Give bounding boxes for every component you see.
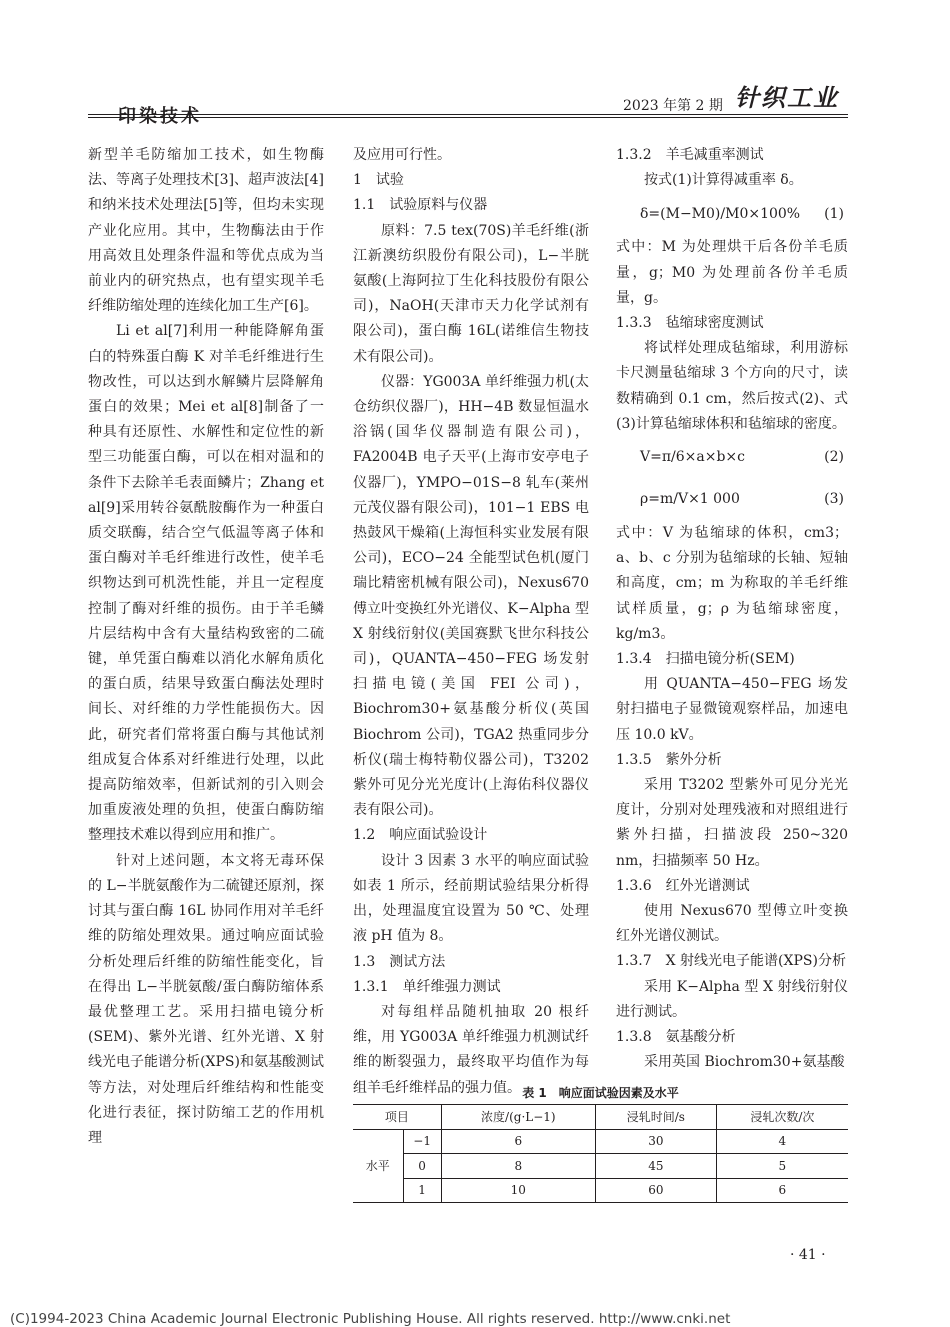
section-heading: 1.3.1 单纤维强力测试 bbox=[353, 978, 501, 995]
equation-number: (3) bbox=[824, 491, 844, 508]
table-cell: 8 bbox=[441, 1154, 595, 1179]
section-heading: 1.2 响应面试验设计 bbox=[353, 827, 488, 844]
table-cell: 30 bbox=[595, 1129, 716, 1154]
column-left bbox=[88, 143, 324, 1151]
header-rule bbox=[88, 114, 848, 115]
paragraph: 新型羊毛防缩加工技术，如生物酶法、等离子处理技术[3]、超声波法[4]和纳米技术处理法[5]等，但均未实现产业化应用。其中，生物酶法由于作用高效且处理条件温和等优点成为当前业内的研究热点，也有望实现羊毛纤维防缩处理的连续化加工生产[6]。 bbox=[88, 147, 324, 315]
equation-2 bbox=[616, 437, 848, 479]
table-cell: 5 bbox=[716, 1154, 848, 1179]
section-heading: 1 试验 bbox=[353, 172, 404, 189]
table-cell: 4 bbox=[716, 1129, 848, 1154]
equation-1 bbox=[616, 193, 848, 235]
page-number: · 41 · bbox=[790, 1247, 826, 1263]
table-header-cell: 项目 bbox=[353, 1105, 441, 1130]
paragraph: 针对上述问题，本文将无毒环保的 L−半胱氨酸作为二硫键还原剂，探讨其与蛋白酶 16L 协同作用对羊毛纤维的防缩处理效果。通过响应面试验分析处理后纤维的防缩性能变化，旨在得出 L−半胱氨酸/蛋白酶防缩体系最优整理工艺。采用扫描电镜分析(SEM)、紫外光谱、红外光谱、X 射线光电子能谱分析(XPS)和氨基酸测试等方法，对处理后纤维结构和性能变化进行表征，探讨防缩工艺的作用机理 bbox=[88, 852, 324, 1146]
table-header-row bbox=[353, 1105, 848, 1130]
section-heading: 1.1 试验原料与仪器 bbox=[353, 197, 488, 214]
header-rule-secondary bbox=[88, 117, 848, 118]
row-label: 水平 bbox=[353, 1129, 403, 1203]
section-heading: 1.3.7 X 射线光电子能谱(XPS)分析 bbox=[616, 953, 846, 970]
table-cell: −1 bbox=[403, 1129, 441, 1154]
paragraph: 采用英国 Biochrom30+氨基酸 bbox=[644, 1054, 845, 1071]
paragraph: 仪器：YG003A 单纤维强力机(太仓纺织仪器厂)，HH−4B 数显恒温水浴锅(国华仪器制造有限公司)，FA2004B 电子天平(上海市安亭电子仪器厂)，YMPO−01S−8 轧车(莱州元茂仪器有限公司)，101−1 EBS 电热鼓风干燥箱(上海恒科实业发展有限公司)，ECO−24 全能型试色机(厦门瑞比精密机械有限公司)，Nexus670 傅立叶变换红外光谱仪、K−Alpha 型 X 射线衍射仪(美国赛默飞世尔科技公司)，QUANTA−450−FEG 场发射扫描电镜(美国 FEI 公司)，Biochrom30+氨基酸分析仪(英国 Biochrom 公司)，TGA2 热重同步分析仪(瑞士梅特勒仪器公司)，T3202 紫外可见分光光度计(上海佑科仪器仪表有限公司)。 bbox=[353, 373, 589, 819]
issue-label: 2023 年第 2 期 bbox=[623, 98, 723, 114]
table-cell: 1 bbox=[403, 1178, 441, 1203]
copyright-footer: (C)1994-2023 China Academic Journal Electronic Publishing House. All rights reserved. http://www.cnki.net bbox=[10, 1311, 731, 1327]
paragraph: 原料：7.5 tex(70S)羊毛纤维(浙江新澳纺织股份有限公司)，L−半胱氨酸(上海阿拉丁生化科技股份有限公司)，NaOH(天津市天力化学试剂有限公司)，蛋白酶 16L(诺维信生物技术有限公司)。 bbox=[353, 222, 589, 365]
table-row bbox=[353, 1129, 848, 1154]
table-header-cell: 浓度/(g·L−1) bbox=[441, 1105, 595, 1130]
table-cell: 60 bbox=[595, 1178, 716, 1203]
table-header-cell: 浸轧次数/次 bbox=[716, 1105, 848, 1130]
equation-formula: ρ=m/V×1 000 bbox=[640, 491, 740, 508]
table-cell: 10 bbox=[441, 1178, 595, 1203]
paragraph: Li et al[7]利用一种能降解角蛋白的特殊蛋白酶 K 对羊毛纤维进行生物改性，可以达到水解鳞片层降解角蛋白的效果；Mei et al[8]制备了一种具有还原性、水解性和定位性的新型三功能蛋白酶，可以在相对温和的条件下去除羊毛表面鳞片；Zhang et al[9]采用转谷氨酰胺酶作为一种蛋白质交联酶，结合空气低温等离子体和蛋白酶对羊毛纤维进行改性，使羊毛织物达到可机洗性能，并且一定程度控制了酶对纤维的损伤。由于羊毛鳞片层结构中含有大量结构致密的二硫键，单凭蛋白酶难以消化水解角质化的蛋白质，结果导致蛋白酶法处理时间长、对纤维的力学性能损伤大。因此，研究者们常将蛋白酶与其他试剂组成复合体系对纤维进行处理，以此提高防缩效率，但新试剂的引入则会加重废液处理的负担，使蛋白酶防缩整理技术难以得到应用和推广。 bbox=[88, 323, 324, 844]
section-title: 印染技术 bbox=[118, 106, 202, 127]
table-header-cell: 浸轧时间/s bbox=[595, 1105, 716, 1130]
paragraph: 采用 K−Alpha 型 X 射线衍射仪进行测试。 bbox=[616, 978, 848, 1020]
paragraph: 按式(1)计算得减重率 δ。 bbox=[644, 172, 803, 189]
paragraph: 式中：M 为处理烘干后各份羊毛质量，g；M0 为处理前各份羊毛质量，g。 bbox=[616, 239, 848, 306]
table-cell: 0 bbox=[403, 1154, 441, 1179]
table-row bbox=[353, 1154, 848, 1179]
response-surface-table bbox=[353, 1104, 848, 1203]
paragraph: 及应用可行性。 bbox=[353, 147, 451, 163]
section-heading: 1.3.3 毡缩球密度测试 bbox=[616, 315, 764, 332]
table-cell: 45 bbox=[595, 1154, 716, 1179]
equation-3 bbox=[616, 479, 848, 521]
paragraph: 采用 T3202 型紫外可见分光光度计，分别对处理残液和对照组进行紫外扫描，扫描波段 250~320 nm，扫描频率 50 Hz。 bbox=[616, 777, 848, 869]
section-heading: 1.3.8 氨基酸分析 bbox=[616, 1029, 736, 1046]
journal-logo: 针织工业 bbox=[735, 84, 839, 112]
section-heading: 1.3.4 扫描电镜分析(SEM) bbox=[616, 651, 795, 668]
equation-formula: δ=(M−M0)/M0×100% bbox=[640, 205, 801, 222]
table-cell: 6 bbox=[716, 1178, 848, 1203]
paragraph: 设计 3 因素 3 水平的响应面试验如表 1 所示，经前期试验结果分析得出，处理温度宜设置为 50 ℃、处理液 pH 值为 8。 bbox=[353, 852, 589, 945]
paragraph: 将试样处理成毡缩球，利用游标卡尺测量毡缩球 3 个方向的尺寸，读数精确到 0.1 cm，然后按式(2)、式(3)计算毡缩球体积和毡缩球的密度。 bbox=[616, 340, 848, 432]
column-right bbox=[616, 143, 848, 1076]
section-heading: 1.3.2 羊毛减重率测试 bbox=[616, 147, 764, 163]
paragraph: 对每组样品随机抽取 20 根纤维，用 YG003A 单纤维强力机测试纤维的断裂强力，最终取平均值作为每组羊毛纤维样品的强力值。 bbox=[353, 1003, 589, 1096]
equation-number: (1) bbox=[824, 205, 844, 222]
table-row bbox=[353, 1178, 848, 1203]
section-heading: 1.3.5 紫外分析 bbox=[616, 751, 722, 768]
section-heading: 1.3 测试方法 bbox=[353, 953, 446, 970]
paragraph: 式中：V 为毡缩球的体积，cm3；a、b、c 分别为毡缩球的长轴、短轴和高度，cm；m 为称取的羊毛纤维试样质量，g；ρ 为毡缩球密度，kg/m3。 bbox=[616, 525, 848, 642]
section-heading: 1.3.6 红外光谱测试 bbox=[616, 877, 750, 894]
equation-formula: V=π/6×a×b×c bbox=[640, 449, 746, 466]
column-middle bbox=[353, 143, 589, 1101]
table-cell: 6 bbox=[441, 1129, 595, 1154]
table-title: 表 1 响应面试验因素及水平 bbox=[522, 1086, 679, 1100]
equation-number: (2) bbox=[824, 449, 844, 466]
paragraph: 使用 Nexus670 型傅立叶变换红外光谱仪测试。 bbox=[616, 903, 848, 945]
paragraph: 用 QUANTA−450−FEG 场发射扫描电子显微镜观察样品，加速电压 10.0 kV。 bbox=[616, 676, 848, 743]
